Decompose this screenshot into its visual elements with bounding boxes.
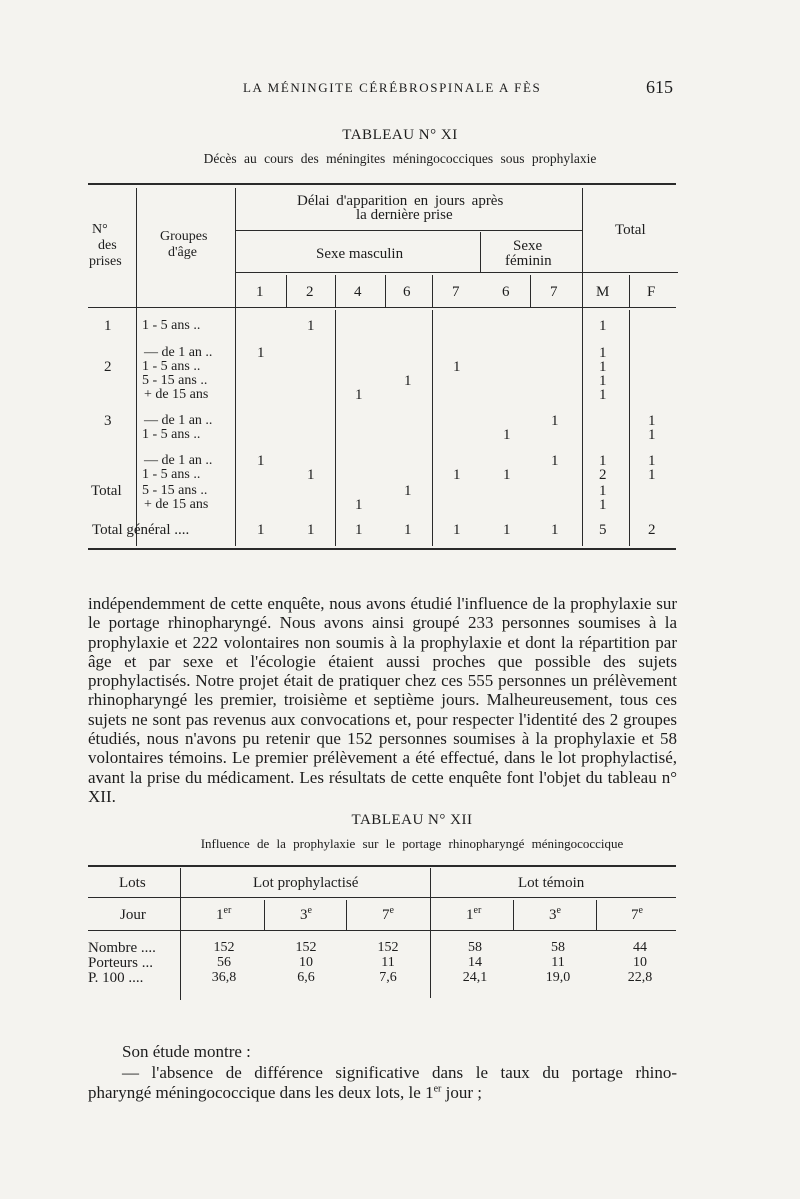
conclusion-point1-b-text: pharyngé méningococcique dans les deux lots, le 1 bbox=[88, 1083, 434, 1102]
table12-subtitle: Influence de la prophylaxie sur le portage rhinopharyngé méningococcique bbox=[200, 836, 624, 851]
t12-day-number: 7 bbox=[631, 907, 639, 923]
t11-cell-d1: 1 bbox=[257, 345, 265, 361]
t12-head-lots: Lots bbox=[119, 875, 146, 891]
t11-row-groupe: — de 1 an .. bbox=[144, 413, 213, 428]
t12-day-number: 7 bbox=[382, 907, 390, 923]
t12-cell: 19,0 bbox=[545, 970, 571, 985]
t12-cell: 58 bbox=[468, 940, 482, 955]
t11-row-groupe: 1 - 5 ans .. bbox=[142, 359, 201, 374]
t11-cell-tf: 1 bbox=[648, 427, 656, 443]
t11-cell-f7: 1 bbox=[551, 453, 559, 469]
t12-top-rule bbox=[88, 865, 676, 867]
table12-title: TABLEAU N° XII bbox=[351, 812, 473, 828]
conclusion-intro: Son étude montre : bbox=[122, 1042, 251, 1061]
t12-day-suffix: e bbox=[389, 905, 394, 916]
t11-cell-d6: 1 bbox=[404, 522, 412, 538]
t12-day-number: 3 bbox=[300, 907, 308, 923]
t12-day-header bbox=[300, 905, 312, 923]
t12-row-label: Nombre .... bbox=[88, 940, 156, 956]
t12-rule-jour bbox=[88, 930, 676, 931]
t12-vline-t13 bbox=[513, 900, 514, 930]
t11-cell-d6: 1 bbox=[404, 373, 412, 389]
t12-day-header bbox=[466, 905, 482, 923]
t11-row-groupe: 5 - 15 ans .. bbox=[142, 483, 208, 498]
t11-cell-f6: 1 bbox=[503, 467, 511, 483]
t11-row-prise: Total bbox=[91, 483, 122, 499]
t12-vline-1 bbox=[180, 868, 181, 1000]
conclusion-point1-sup: er bbox=[433, 1083, 442, 1095]
t11-head-groupes: Groupes bbox=[160, 229, 208, 244]
t11-cell-tm: 1 bbox=[599, 497, 607, 513]
t12-rule-lot bbox=[88, 897, 676, 898]
t11-head-sexe: Sexe bbox=[513, 238, 543, 254]
t12-day-header bbox=[382, 905, 394, 923]
t11-day-m1: 1 bbox=[256, 284, 264, 300]
t11-cell-tm: 1 bbox=[599, 318, 607, 334]
t11-cell-tm: 1 bbox=[599, 387, 607, 403]
t11-cell-d4: 1 bbox=[355, 522, 363, 538]
t12-cell: 22,8 bbox=[627, 970, 653, 985]
t12-day-header bbox=[631, 905, 643, 923]
t12-cell: 152 bbox=[377, 940, 399, 955]
t11-row-groupe: + de 15 ans bbox=[144, 387, 209, 402]
t11-cell-d6: 1 bbox=[404, 483, 412, 499]
t11-cell-d4: 1 bbox=[355, 387, 363, 403]
t11-row-groupe: 1 - 5 ans .. bbox=[142, 427, 201, 442]
t12-cell: 10 bbox=[633, 955, 647, 970]
t11-cell-d2: 1 bbox=[307, 318, 315, 334]
t12-cell: 58 bbox=[551, 940, 565, 955]
t12-cell: 152 bbox=[213, 940, 235, 955]
t11-day-m6: 6 bbox=[403, 284, 411, 300]
t12-day-suffix: e bbox=[556, 905, 561, 916]
t12-row-label: Porteurs ... bbox=[88, 955, 153, 971]
t11-day-m7: 7 bbox=[452, 284, 460, 300]
t11-row-prise: 3 bbox=[104, 413, 112, 429]
t12-day-suffix: er bbox=[223, 905, 232, 916]
t11-cell-d1: 1 bbox=[257, 522, 265, 538]
t12-day-suffix: er bbox=[473, 905, 482, 916]
t12-cell: 6,6 bbox=[297, 970, 315, 985]
t11-cell-tm: 2 bbox=[599, 467, 607, 483]
t12-cell: 11 bbox=[381, 955, 395, 970]
conclusion-point1-c: jour ; bbox=[441, 1083, 482, 1102]
t11-head-sexe-masculin: Sexe masculin bbox=[316, 246, 404, 262]
t12-cell: 11 bbox=[551, 955, 565, 970]
t11-cell-d2: 1 bbox=[307, 522, 315, 538]
t11-cell-f7: 1 bbox=[551, 413, 559, 429]
conclusion-point1-b bbox=[88, 1083, 482, 1103]
t12-day-header bbox=[549, 905, 561, 923]
t11-row-prise: 1 bbox=[104, 318, 112, 334]
body-paragraph: indépendemment de cette enquête, nous avons étudié l'influence de la prophylaxie sur le portage rhinopharyngé. Nous avons ainsi groupé 233 personnes soumises à la prophylaxie et 222 volontaires non soumis à la prophylaxie et dont la répartition par âge et par sexe et l'écologie étaient aussi proches que possible des sujets prophylactisés. Notre projet était de pratiquer chez ces 555 personnes un prélèvement rhinopharyngé les premier, troisième et septième jours. Malheureusement, tous ces sujets ne sont pas revenus aux convocations et, pour respecter l'identité des 2 groupes étudiés, nous n'avons pu retenir que 152 personnes soumises à la prophylaxie et 58 volontaires témoins. Le premier prélèvement a été effectué, dans le lot prophylactisé, avant la prise du médicament. Les résultats de cette enquête font l'objet du tableau n° XII. bbox=[88, 594, 677, 806]
t11-cell-d7: 1 bbox=[453, 467, 461, 483]
t12-day-header bbox=[216, 905, 232, 923]
t11-cell-tm: 1 bbox=[599, 453, 607, 469]
t11-cell-tf: 2 bbox=[648, 522, 656, 538]
t11-row-groupe: 1 - 5 ans .. bbox=[142, 467, 201, 482]
t12-day-number: 1 bbox=[216, 907, 224, 923]
t12-cell: 36,8 bbox=[211, 970, 237, 985]
t11-head-m: M bbox=[596, 284, 610, 300]
t12-cell: 7,6 bbox=[379, 970, 397, 985]
t12-vline-d37 bbox=[346, 900, 347, 930]
t11-cell-tf: 1 bbox=[648, 453, 656, 469]
running-title: LA MÉNINGITE CÉRÉBROSPINALE A FÈS bbox=[243, 80, 542, 95]
t12-row-label: P. 100 .... bbox=[88, 970, 144, 986]
t12-cell: 44 bbox=[633, 940, 647, 955]
t11-row-groupe: 5 - 15 ans .. bbox=[142, 373, 208, 388]
t11-head-total: Total bbox=[615, 222, 646, 238]
t11-cell-tm: 1 bbox=[599, 345, 607, 361]
t12-cell: 152 bbox=[295, 940, 317, 955]
t11-row-groupe: 1 - 5 ans .. bbox=[142, 318, 201, 333]
t11-head-delai-1: Délai d'apparition en jours après bbox=[297, 193, 504, 209]
t12-cell: 56 bbox=[217, 955, 231, 970]
t12-vline-t37 bbox=[596, 900, 597, 930]
t11-day-f6: 6 bbox=[502, 284, 510, 300]
t11-cell-tm: 1 bbox=[599, 373, 607, 389]
t12-cell: 10 bbox=[299, 955, 313, 970]
t11-head-dage: d'âge bbox=[168, 245, 197, 260]
t11-cell-tf: 1 bbox=[648, 467, 656, 483]
t11-row-groupe: — de 1 an .. bbox=[144, 453, 213, 468]
t12-day-number: 3 bbox=[549, 907, 557, 923]
t12-day-suffix: e bbox=[307, 905, 312, 916]
t12-day-number: 1 bbox=[466, 907, 474, 923]
t11-day-m2: 2 bbox=[306, 284, 314, 300]
t11-cell-f7: 1 bbox=[551, 522, 559, 538]
page-number: 615 bbox=[646, 77, 673, 97]
t12-cell: 14 bbox=[468, 955, 482, 970]
t11-head-des: des bbox=[98, 238, 117, 253]
t11-cell-d7: 1 bbox=[453, 359, 461, 375]
t11-head-f: F bbox=[647, 284, 656, 300]
t11-head-feminin: féminin bbox=[505, 253, 552, 269]
t11-cell-tm: 1 bbox=[599, 359, 607, 375]
t12-head-lot-prophylactise: Lot prophylactisé bbox=[253, 875, 359, 891]
t11-head-delai-2: la dernière prise bbox=[356, 207, 453, 223]
t11-row-prise: Total général .... bbox=[92, 522, 190, 538]
t11-cell-d2: 1 bbox=[307, 467, 315, 483]
t11-head-prises: prises bbox=[89, 254, 122, 269]
conclusion-point1-a: — l'absence de différence significative dans le taux du portage rhino- bbox=[122, 1063, 677, 1082]
table11-subtitle: Décès au cours des méningites méningococciques sous prophylaxie bbox=[203, 151, 597, 166]
t12-vline-d13 bbox=[264, 900, 265, 930]
t12-head-lot-temoin: Lot témoin bbox=[518, 875, 585, 891]
t11-cell-d7: 1 bbox=[453, 522, 461, 538]
table11-title: TABLEAU N° XI bbox=[342, 127, 458, 143]
t11-cell-f6: 1 bbox=[503, 522, 511, 538]
t11-cell-f6: 1 bbox=[503, 427, 511, 443]
t11-row-groupe: + de 15 ans bbox=[144, 497, 209, 512]
t11-cell-tm: 1 bbox=[599, 483, 607, 499]
t11-cell-d4: 1 bbox=[355, 497, 363, 513]
t11-day-m4: 4 bbox=[354, 284, 362, 300]
t11-head-no: N° bbox=[92, 222, 108, 237]
t12-day-suffix: e bbox=[638, 905, 643, 916]
t12-vline-2 bbox=[430, 868, 431, 998]
t11-row-prise: 2 bbox=[104, 359, 112, 375]
t11-cell-tm: 5 bbox=[599, 522, 607, 538]
t11-day-f7: 7 bbox=[550, 284, 558, 300]
t11-row-groupe: — de 1 an .. bbox=[144, 345, 213, 360]
t11-cell-d1: 1 bbox=[257, 453, 265, 469]
t12-head-jour: Jour bbox=[120, 907, 146, 923]
t12-cell: 24,1 bbox=[462, 970, 488, 985]
t11-cell-tf: 1 bbox=[648, 413, 656, 429]
